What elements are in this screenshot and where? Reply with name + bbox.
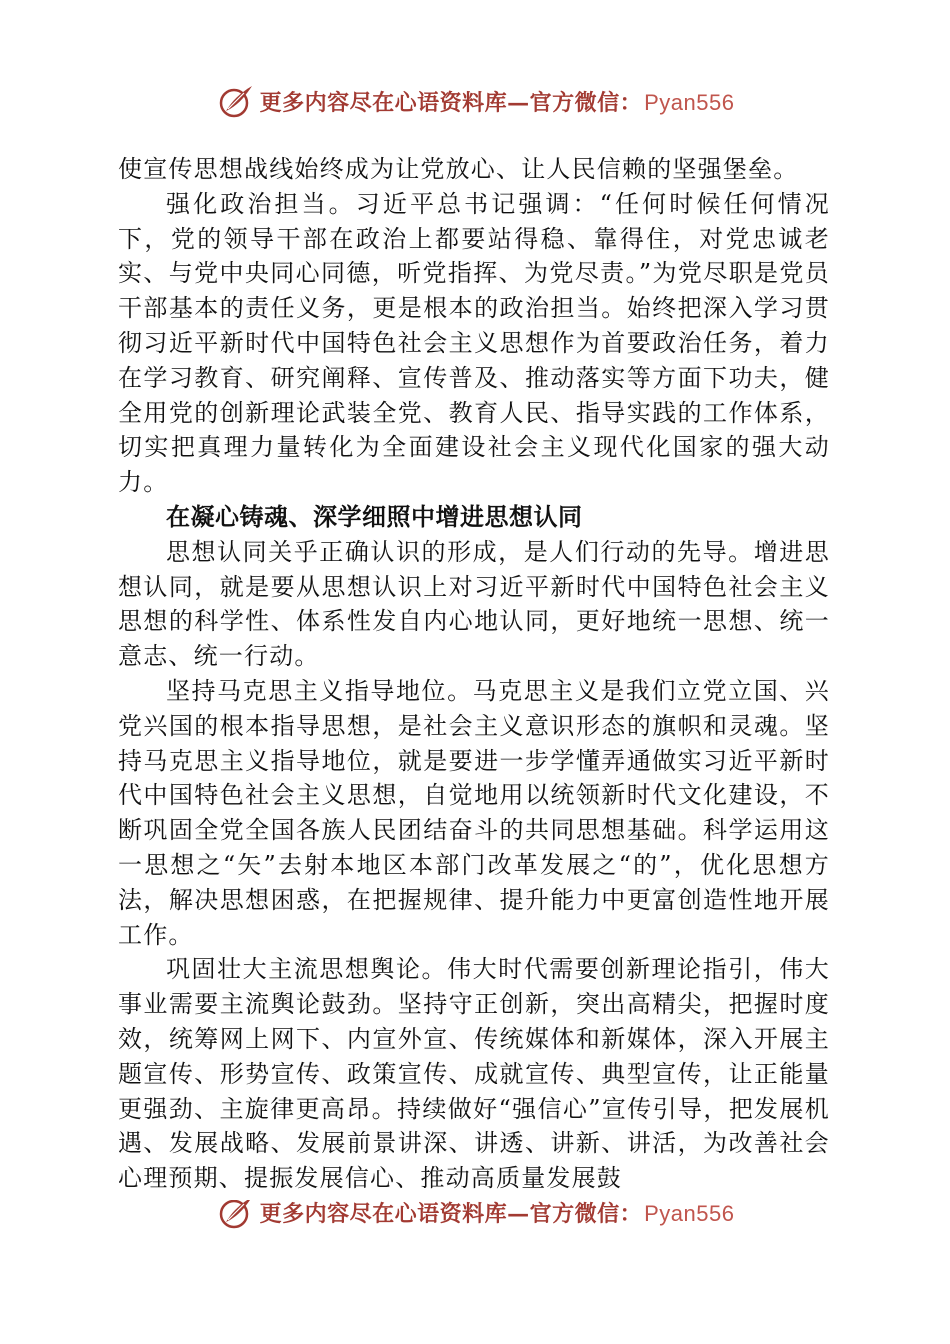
header-watermark bbox=[0, 78, 950, 124]
watermark-slogan: 更多内容尽在心语资料库—官方微信： bbox=[259, 89, 643, 116]
paragraph-mainstream-opinion: 巩固壮大主流思想舆论。伟大时代需要创新理论指引，伟大事业需要主流舆论鼓劲。坚持守正创新，突出高精尖，把握时度效，统筹网上网下、内宣外宣、传统媒体和新媒体，深入开展主题宣传、形势宣传、政策宣传、成就宣传、典型宣传，让正能量更强劲、主旋律更高昂。持续做好“强信心”宣传引导，把发展机遇、发展战略、发展前景讲深、讲透、讲新、讲活，为改善社会心理预期、提振发展信心、推动高质量发展鼓 bbox=[118, 955, 830, 1193]
paragraph-political-responsibility: 强化政治担当。习近平总书记强调：“任何时候任何情况下，党的领导干部在政治上都要站得稳、靠得住，对党忠诚老实、与党中央同心同德，听党指挥、为党尽责。”为党尽职是党员干部基本的责任义务，更是根本的政治担当。始终把深入学习贯彻习近平新时代中国特色社会主义思想作为首要政治任务，着力在学习教育、研究阐释、宣传普及、推动落实等方面下功夫，健全用党的创新理论武装全党、教育人民、指导实践的工作体系，切实把真理力量转化为全面建设社会主义现代化国家的强大动力。 bbox=[118, 189, 830, 497]
watermark-brand: Pyan556 bbox=[644, 1200, 735, 1226]
footer-watermark-text bbox=[260, 1200, 735, 1228]
quill-logo-icon bbox=[216, 81, 256, 121]
footer-watermark bbox=[0, 1200, 950, 1230]
paragraph-ideological-identity: 思想认同关乎正确认识的形成，是人们行动的先导。增进思想认同，就是要从思想认识上对习近平新时代中国特色社会主义思想的科学性、体系性发自内心地认同，更好地统一思想、统一意志、统一行动。 bbox=[118, 537, 830, 671]
watermark-slogan: 更多内容尽在心语资料库—官方微信： bbox=[259, 1200, 643, 1227]
document-body bbox=[118, 152, 830, 1196]
header-watermark-text bbox=[260, 86, 735, 117]
paragraph-marxism-guidance: 坚持马克思主义指导地位。马克思主义是我们立党立国、兴党兴国的根本指导思想，是社会主义意识形态的旗帜和灵魂。坚持马克思主义指导地位，就是要进一步学懂弄通做实习近平新时代中国特色社会主义思想，自觉地用以统领新时代文化建设，不断巩固全党全国各族人民团结奋斗的共同思想基础。科学运用这一思想之“矢”去射本地区本部门改革发展之“的”，优化思想方法，解决思想困惑，在把握规律、提升能力中更富创造性地开展工作。 bbox=[118, 676, 830, 949]
paragraph-continuation: 使宣传思想战线始终成为让党放心、让人民信赖的坚强堡垒。 bbox=[118, 155, 799, 183]
quill-logo-icon bbox=[216, 1200, 256, 1230]
watermark-brand: Pyan556 bbox=[644, 89, 735, 115]
section-heading: 在凝心铸魂、深学细照中增进思想认同 bbox=[166, 502, 583, 531]
